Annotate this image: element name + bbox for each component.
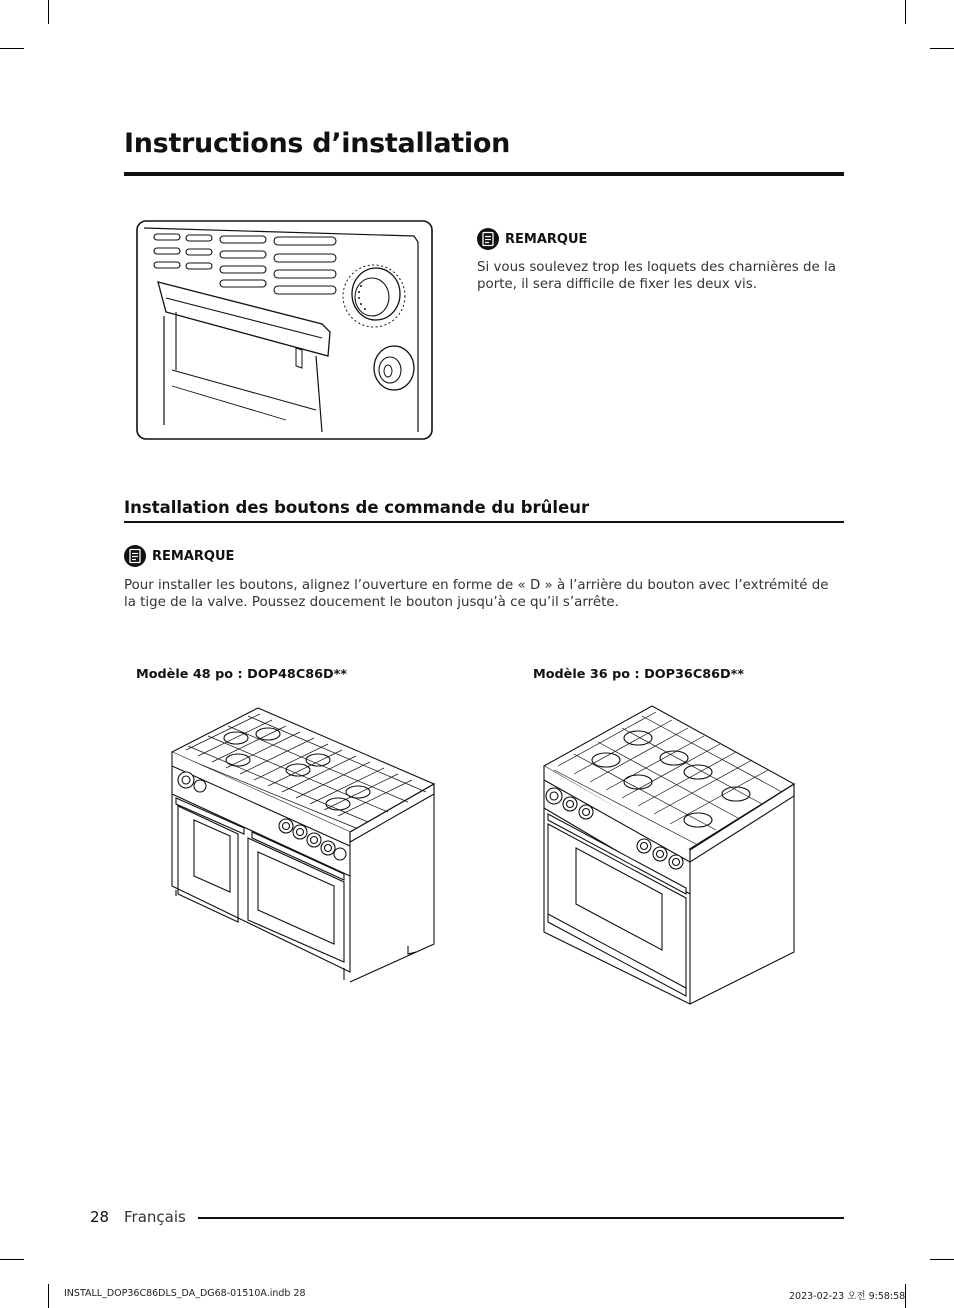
note-heading (124, 545, 234, 567)
page-number: 28 (90, 1208, 110, 1226)
range-36-illustration (540, 700, 798, 1008)
note-text: Si vous soulevez trop les loquets des charnières de la porte, il sera difficile de fixer les deux vis. (477, 260, 836, 292)
page-title: Instructions d’installation (124, 128, 511, 159)
range-48-illustration (168, 700, 440, 986)
note-icon (477, 228, 499, 250)
crop-mark (0, 48, 24, 49)
crop-mark (930, 1259, 954, 1260)
section-title: Installation des boutons de commande du brûleur (124, 498, 590, 517)
crop-mark (905, 0, 906, 24)
note-icon (124, 545, 146, 567)
note-heading (477, 228, 587, 250)
crop-mark (48, 0, 49, 24)
note-heading-label: REMARQUE (505, 231, 588, 247)
note-heading-label: REMARQUE (152, 548, 235, 564)
crop-mark (930, 48, 954, 49)
oven-door-illustration (136, 220, 434, 442)
crop-mark (48, 1284, 49, 1308)
print-slug-timestamp: 2023-02-23 오전 9:58:58 (789, 1291, 906, 1302)
crop-mark (0, 1259, 24, 1260)
print-slug-file: INSTALL_DOP36C86DLS_DA_DG68-01510A.indb 28 (64, 1288, 306, 1299)
page-language: Français (124, 1208, 186, 1226)
section-rule (124, 521, 844, 523)
footer-rule (198, 1217, 844, 1219)
model-label-48: Modèle 48 po : DOP48C86D** (136, 667, 348, 682)
model-label-36: Modèle 36 po : DOP36C86D** (533, 667, 745, 682)
title-rule (124, 172, 844, 176)
note-text: Pour installer les boutons, alignez l’ouverture en forme de « D » à l’arrière du bouton avec l’extrémité de la tige de la valve. Poussez doucement le bouton jusqu’à ce qu’il s’arrête. (124, 578, 829, 610)
